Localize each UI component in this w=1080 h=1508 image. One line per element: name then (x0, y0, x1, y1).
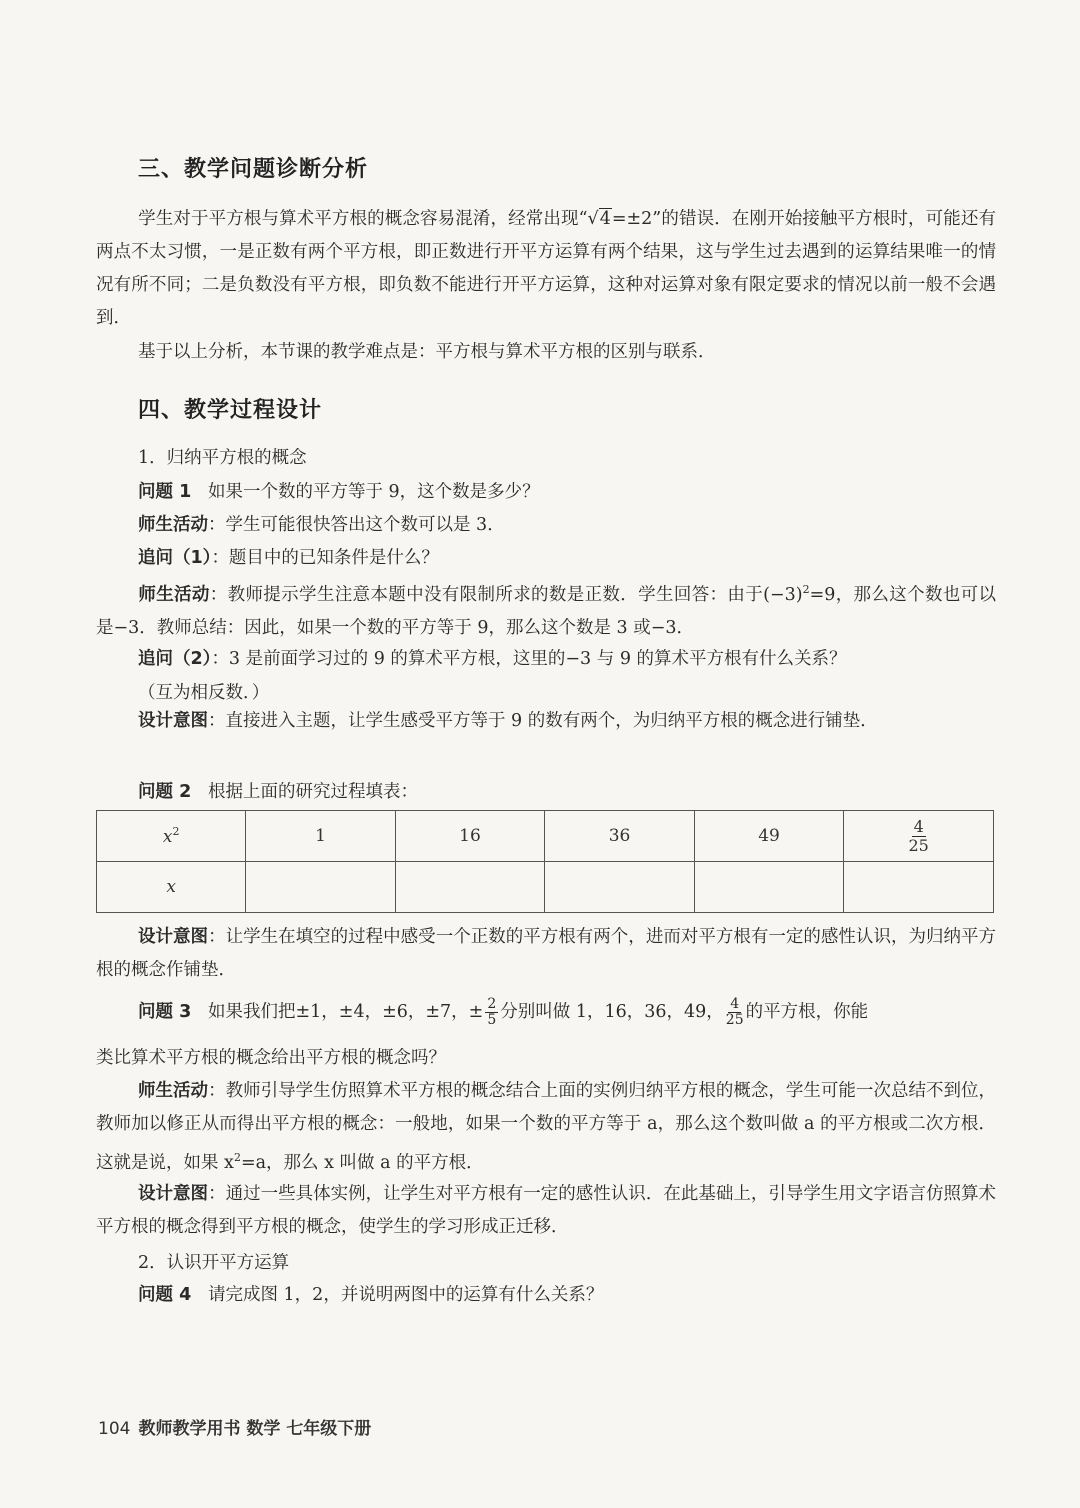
book-title: 教师教学用书 数学 七年级下册 (138, 1419, 372, 1439)
activity-3-text-b: =a，那么 x 叫做 a 的平方根． (240, 1153, 484, 1173)
question-3-label: 问题 3 (138, 1002, 192, 1022)
page-number: 104 (98, 1419, 131, 1439)
fraction-numerator: 2 (487, 996, 497, 1012)
question-3-text-a: 如果我们把±1，±4，±6，±7，± (207, 1002, 484, 1022)
question-4-text: 请完成图 1，2，并说明两图中的运算有什么关系？ (207, 1285, 604, 1305)
question-2-text: 根据上面的研究过程填表： (207, 782, 418, 802)
followup-2-text: ：3 是前面学习过的 9 的算术平方根，这里的−3 与 9 的算术平方根有什么关系？ (211, 649, 847, 669)
table-cell: 36 (545, 811, 695, 862)
activity-1-text: ：学生可能很快答出这个数可以是 3． (208, 515, 505, 535)
design-intent-2-text: ：让学生在填空的过程中感受一个正数的平方根有两个，进而对平方根有一定的感性认识，为归纳平方根的概念作铺垫． (96, 927, 997, 980)
para1-text-b: ”的错误．在刚开始接触平方根时，可能还有两点不太习惯，一是正数有两个平方根，即正数进行开平方运算有两个结果，这与学生过去遇到的运算结果唯一的情况有所不同；二是负数没有平方根，即负数不能进行开平方运算，这种对运算对象有限定要求的情况以前一般不会遇到． (96, 209, 996, 328)
activity-2-text-b: =9，那么这个数也可以是−3．教师总结：因此，如果一个数的平方等于 9，那么这个数是 3 或−3． (96, 585, 997, 638)
activity-2-exponent: 2 (802, 583, 810, 596)
activity-1-label: 师生活动 (138, 515, 208, 535)
fraction-denominator: 25 (725, 1012, 744, 1028)
sqrt-radicand: 4 (599, 209, 611, 229)
x-variable: x (162, 827, 173, 847)
section-3-paragraph-2 (96, 336, 996, 369)
design-intent-2-label: 设计意图 (138, 927, 209, 947)
subsection-2-title: 2．认识开平方运算 (138, 1253, 290, 1273)
question-4 (138, 1281, 603, 1306)
para2-text: 基于以上分析，本节课的教学难点是：平方根与算术平方根的区别与联系． (138, 342, 716, 362)
followup-2-answer: （互为相反数．） (138, 683, 270, 703)
sqrt-expression: √4 (587, 209, 611, 229)
table-header-x: x (97, 862, 246, 913)
table-cell: 49 (694, 811, 844, 862)
fraction-denominator: 5 (487, 1012, 497, 1028)
followup-2-label: 追问（2） (138, 649, 212, 669)
question-3-line-2: 类比算术平方根的概念给出平方根的概念吗？ (96, 1048, 446, 1068)
table-header-x-squared (97, 811, 246, 862)
section-3-heading: 三、教学问题诊断分析 (138, 157, 369, 182)
para1-equation: =±2 (611, 209, 653, 229)
followup-1 (138, 544, 439, 569)
subsection-1-title: 1．归纳平方根的概念 (138, 448, 307, 468)
design-intent-3 (96, 1178, 996, 1244)
followup-1-label: 追问（1） (138, 548, 212, 568)
fraction-4-25 (726, 997, 744, 1028)
activity-2 (96, 573, 996, 645)
activity-3 (96, 1075, 996, 1180)
section-3-paragraph-1 (96, 203, 996, 335)
followup-2 (138, 645, 847, 670)
design-intent-3-text: ：通过一些具体实例，让学生对平方根有一定的感性认识．在此基础上，引导学生用文字语言仿照算术平方根的概念得到平方根的概念，使学生的学习形成正迁移． (96, 1184, 997, 1237)
table-blank-cell (246, 862, 395, 913)
question-2-label: 问题 2 (138, 782, 192, 802)
question-3-text-b: 分别叫做 1，16，36，49， (500, 1002, 724, 1022)
para1-text-a: 学生对于平方根与算术平方根的概念容易混淆，经常出现“ (138, 209, 588, 229)
fraction-4-25 (908, 818, 928, 855)
question-1-text: 如果一个数的平方等于 9，这个数是多少？ (207, 482, 540, 502)
fraction-numerator: 4 (730, 996, 740, 1012)
question-1-label: 问题 1 (138, 482, 192, 502)
activity-2-text-a: ：教师提示学生注意本题中没有限制所求的数是正数．学生回答：由于(−3) (209, 585, 803, 605)
x-exponent: 2 (172, 825, 180, 838)
design-intent-3-label: 设计意图 (138, 1184, 209, 1204)
table-blank-cell (694, 862, 844, 913)
fraction-numerator: 4 (913, 816, 924, 836)
question-1 (138, 478, 540, 503)
design-intent-1-label: 设计意图 (138, 711, 208, 731)
activity-3-label: 师生活动 (138, 1081, 209, 1101)
page-footer (98, 1414, 371, 1439)
table-cell-fraction (844, 811, 994, 862)
table-blank-cell (545, 862, 695, 913)
table-row-x-squared (97, 811, 994, 862)
table-row-x (97, 862, 994, 913)
design-intent-2 (96, 921, 996, 987)
activity-2-label: 师生活动 (138, 585, 210, 605)
table-blank-cell (844, 862, 994, 913)
question-2 (138, 778, 418, 803)
question-3-text-c: 的平方根，你能 (745, 1002, 869, 1022)
question-4-label: 问题 4 (138, 1285, 192, 1305)
section-4-heading: 四、教学过程设计 (138, 398, 323, 423)
question-3 (138, 997, 868, 1028)
activity-1 (138, 511, 505, 536)
followup-1-text: ：题目中的已知条件是什么？ (211, 548, 439, 568)
fraction-2-5 (485, 997, 498, 1028)
design-intent-1-text: ：直接进入主题，让学生感受平方等于 9 的数有两个，为归纳平方根的概念进行铺垫． (208, 711, 878, 731)
table-cell: 16 (395, 811, 545, 862)
table-blank-cell (395, 862, 545, 913)
fraction-denominator: 25 (908, 835, 929, 855)
activity-3-exponent: 2 (233, 1151, 241, 1164)
table-cell: 1 (246, 811, 395, 862)
design-intent-1 (96, 705, 996, 738)
fill-in-table (96, 810, 994, 913)
activity-3-text-a: ：教师引导学生仿照算术平方根的概念结合上面的实例归纳平方根的概念，学生可能一次总结不到位，教师加以修正从而得出平方根的概念：一般地，如果一个数的平方等于 a，那么这个数叫做 a 的平方根或二次方根．这就是说，如果 x (96, 1081, 997, 1173)
